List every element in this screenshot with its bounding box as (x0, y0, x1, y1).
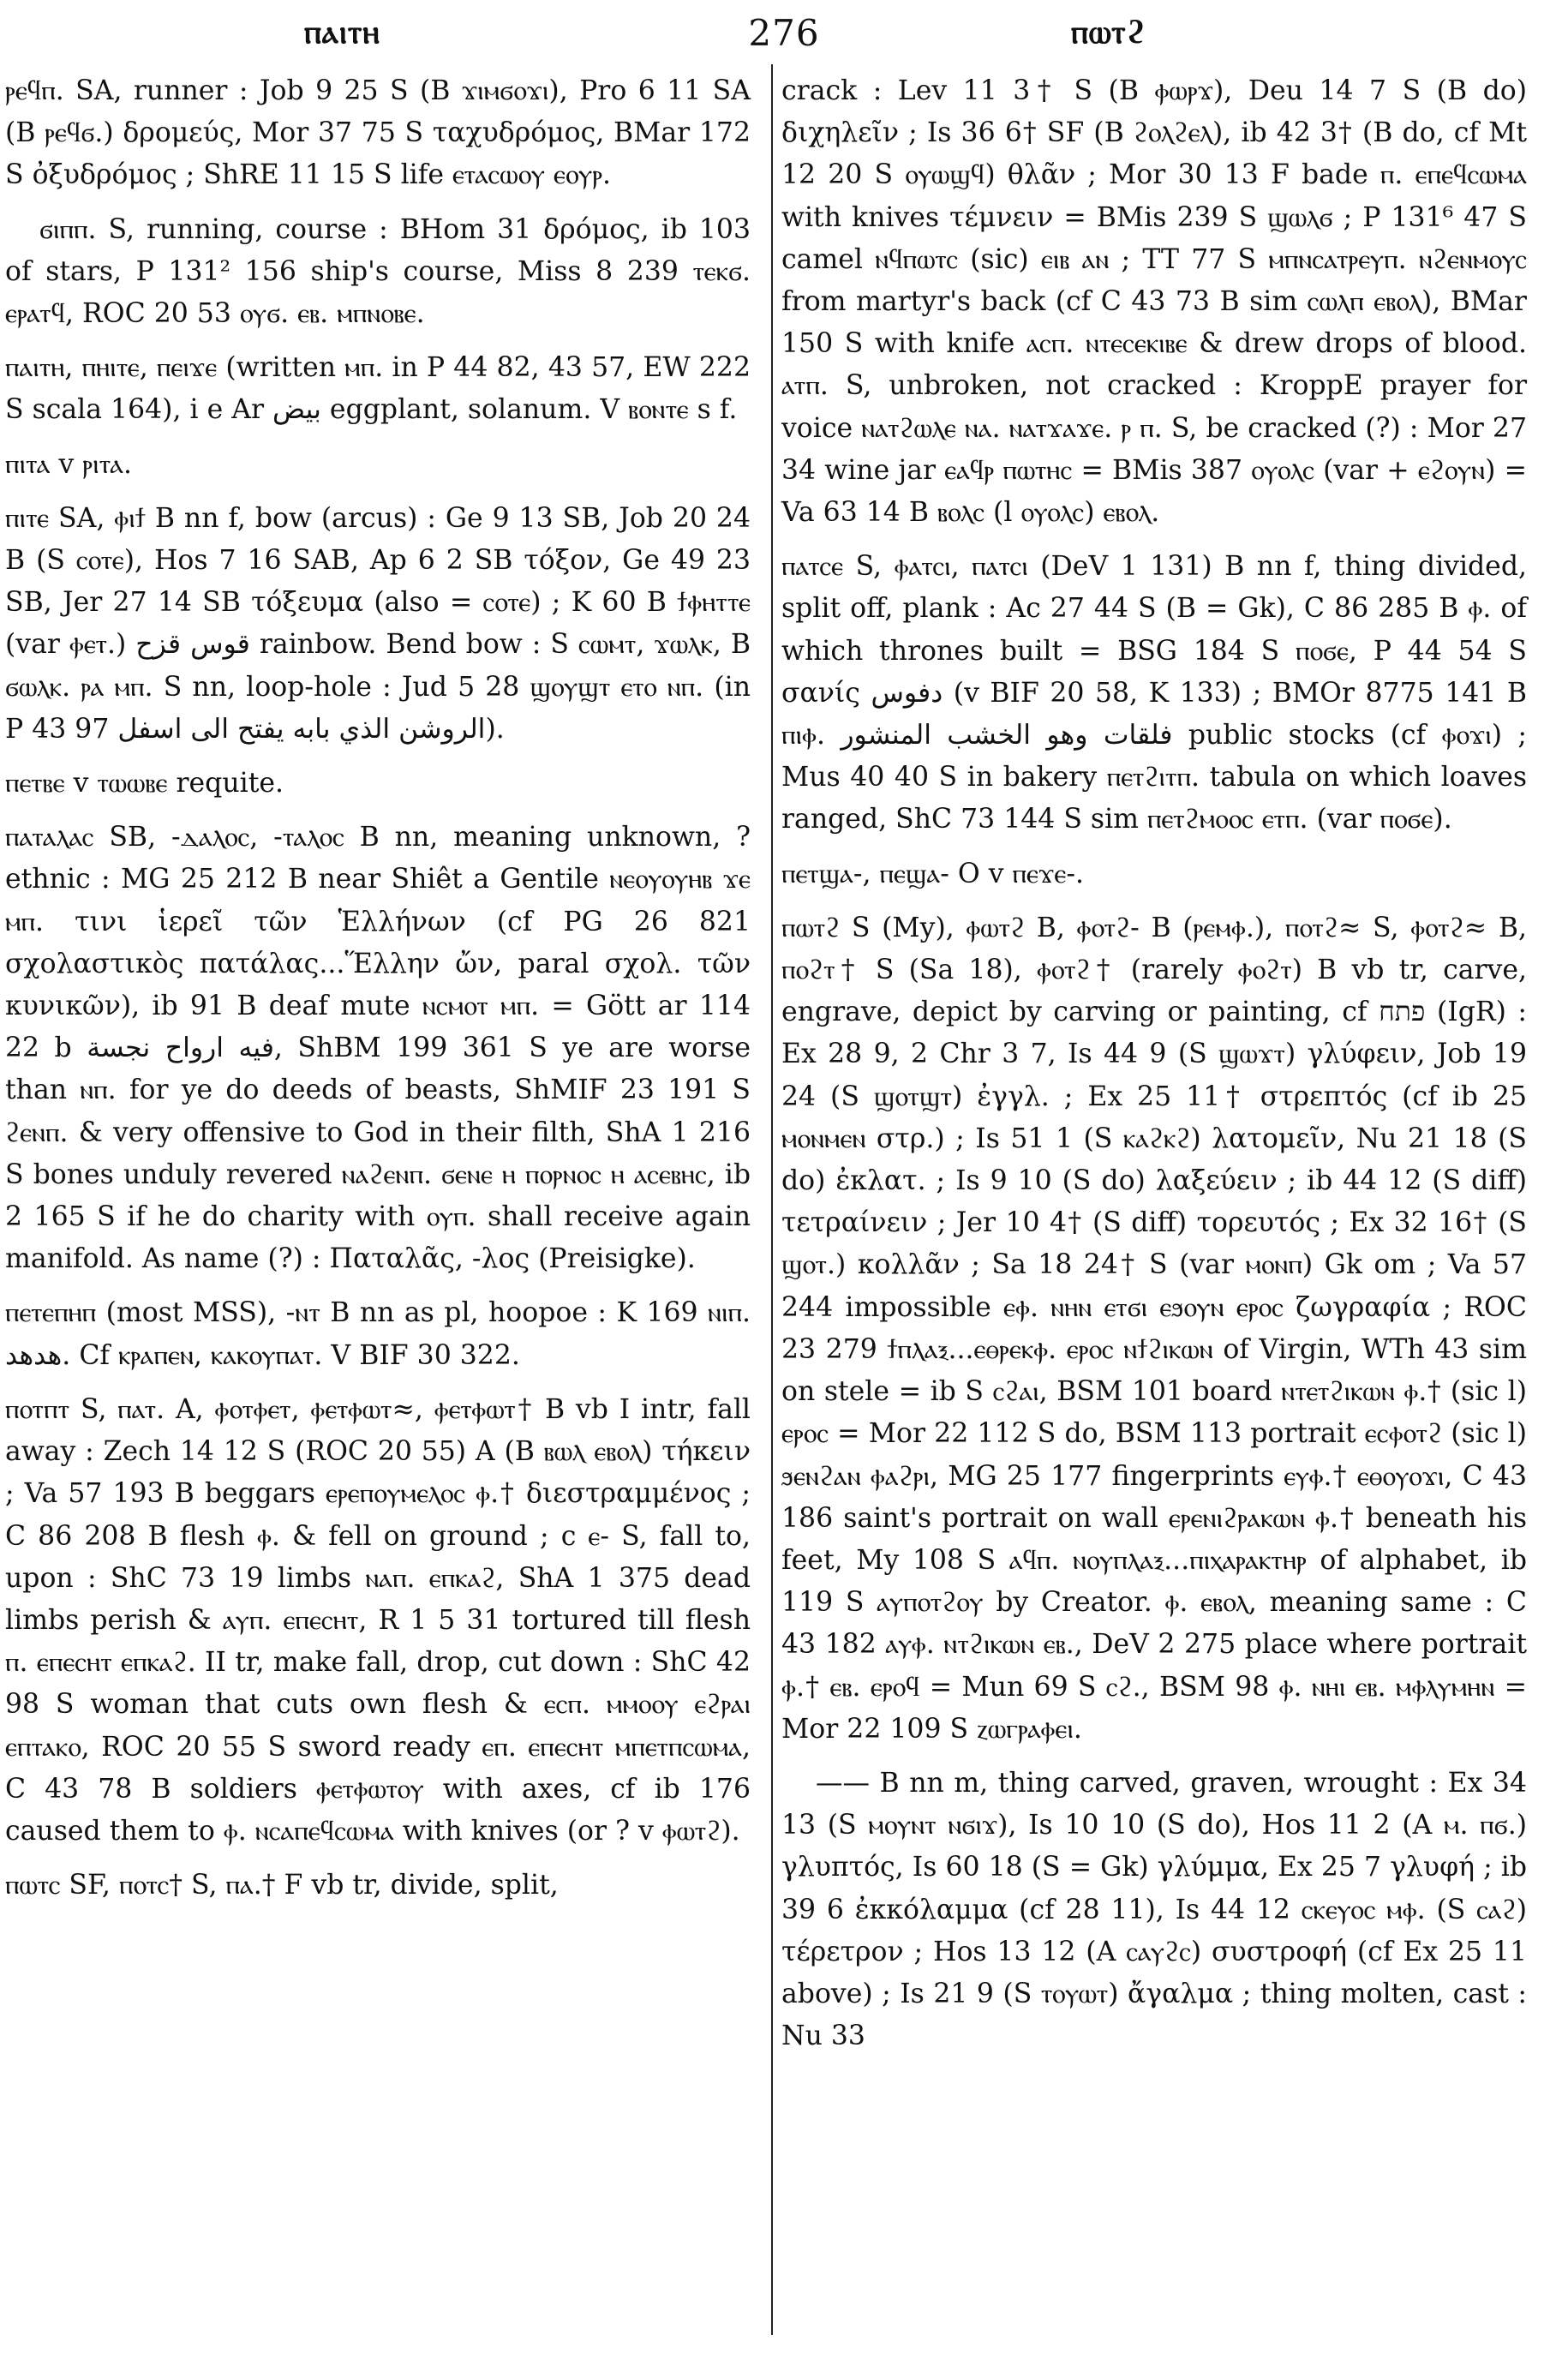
page-number: 276 (748, 12, 820, 54)
column-divider (771, 64, 773, 2335)
entry-paragraph: ⲡⲱⲧⲥ SF, ⲡⲟⲧⲥ† S, ⲡⲁ.† F vb tr, divide, split, (5, 1870, 559, 1901)
entry-paragraph: ⲡⲉⲧⲃⲉ v ⲧⲱⲱⲃⲉ requite. (5, 768, 284, 799)
entry-paragraph: ⲡⲁⲧⲁⲗⲁⲥ SB, -ⲇⲁⲗⲟⲥ, -ⲧⲁⲗⲟⲥ B nn, meaning unknown, ? ethnic : MG 25 212 B near Shiêt a Gentile ⲛⲉⲟⲩⲟⲩⲏⲃ ϫⲉ ⲙⲡ. τινι ἱερεῖ τῶν Ἑλλήνων (cf PG 26 821 σχολαστικὸς πατάλας...Ἕλλην ὤν, paral σχολ. τῶν κυνικῶν), ib 91 B deaf mute ⲛⲥⲙⲟⲧ ⲙⲡ. = Gött ar 114 22 b فيه ارواح نجسة, ShBM 199 361 S ye are worse than ⲛⲡ. for ye do deeds of beasts, ShMIF 23 191 S ϩⲉⲛⲡ. & very offensive to God in their filth, ShA 1 216 S bones unduly revered ⲛⲁϩⲉⲛⲡ. ϭⲉⲛⲉ ⲏ ⲡⲟⲣⲛⲟⲥ ⲏ ⲁⲥⲉⲃⲏⲥ, ib 2 165 S if he do charity with ⲟⲩⲡ. shall receive again manifold. As name (?) : Παταλᾶς, -λος (Preisigke). (5, 822, 751, 1275)
entry-paragraph: ⲡⲓⲧⲁ v ⲣⲓⲧⲁ. (5, 448, 133, 480)
left-column (5, 70, 751, 1919)
running-head-right: ⲡⲱⲧϩ (1071, 12, 1146, 51)
entry-paragraph: crack : Lev 11 3† S (B ⲫⲱⲣϫ), Deu 14 7 S (B do) διχηλεῖν ; Is 36 6† SF (B ϩⲟⲗϩⲉⲗ), ib 42 3† (B do, cf Mt 12 20 S ⲟⲩⲱϣϥ) θλᾶν ; Mor 30 13 F bade ⲡ. ⲉⲡⲉϥⲥⲱⲙⲁ with knives τέμνειν = BMis 239 S ϣⲱⲗϭ ; P 131⁶ 47 S camel ⲛϥⲡⲱⲧⲥ (sic) ⲉⲓⲃ ⲁⲛ ; TT 77 S ⲙⲡⲛⲥⲁⲧⲣⲉⲩⲡ. ⲛϩⲉⲛⲙⲟⲩⲥ from martyr's back (cf C 43 73 B sim ⲥⲱⲗⲡ ⲉⲃⲟⲗ), BMar 150 S with knife ⲁⲥⲡ. ⲛⲧⲉⲥⲉⲕⲓⲃⲉ & drew drops of blood. ⲁⲧⲡ. S, unbroken, not cracked : KroppE prayer for voice ⲛⲁⲧϩⲱⲗⲉ ⲛⲁ. ⲛⲁⲧϫⲁϫⲉ. ⲣ ⲡ. S, be cracked (?) : Mor 27 34 wine jar ⲉⲁϥⲣ ⲡⲱⲧⲏⲥ = BMis 387 ⲟⲩⲟⲗⲥ (var + ⲉϩⲟⲩⲛ) = Va 63 14 B ⲃⲟⲗⲥ (l ⲟⲩⲟⲗⲥ) ⲉⲃⲟⲗ. (781, 75, 1527, 529)
entry-paragraph: ⲡⲉⲧⲉⲡⲏⲡ (most MSS), -ⲛⲧ B nn as pl, hoopoe : K 169 ⲛⲓⲡ. هدهد. Cf ⲕⲣⲁⲡⲉⲛ, ⲕⲁⲕⲟⲩⲡⲁⲧ. V BIF 30 322. (5, 1297, 751, 1371)
entry-paragraph: ⲡⲓⲧⲉ SA, ⲫⲓϯ B nn f, bow (arcus) : Ge 9 13 SB, Job 20 24 B (S ⲥⲟⲧⲉ), Hos 7 16 SAB, Ap 6 2 SB τόξον, Ge 49 23 SB, Jer 27 14 SB τόξευμα (also = ⲥⲟⲧⲉ) ; K 60 B ϯⲫⲏⲧⲧⲉ (var ⲫⲉⲧ.) قوس قزح rainbow. Bend bow : S ⲥⲱⲙⲧ, ϫⲱⲗⲕ, B ϭⲱⲗⲕ. ⲣⲁ ⲙⲡ. S nn, loop-hole : Jud 5 28 ϣⲟⲩϣⲧ ⲉⲧⲟ ⲛⲡ. (in P 43 97 الروشن الذي بابه يفتح الى اسفل). (5, 502, 751, 745)
entry-paragraph: —— B nn m, thing carved, graven, wrought : Ex 34 13 (S ⲙⲟⲩⲛⲧ ⲛϭⲓϫ), Is 10 10 (S do), Hos 11 2 (A ⲙ. ⲡϭ.) γλυπτός, Is 60 18 (S = Gk) γλύμμα, Ex 25 7 γλυφή ; ib 39 6 ἐκκόλαμμα (cf 28 11), Is 44 12 ⲥⲕⲉⲩⲟⲥ ⲙⲫ. (S ⲥⲁϩ) τέρετρον ; Hos 13 12 (A ⲥⲁⲩϩⲥ) συστροφή (cf Ex 25 11 above) ; Is 21 9 (S ⲧⲟⲩⲱⲧ) ἄγαλμα ; thing molten, cast : Nu 33 (781, 1767, 1527, 2052)
entry-paragraph: ⲡⲁⲧⲥⲉ S, ⲫⲁⲧⲥⲓ, ⲡⲁⲧⲥⲓ (DeV 1 131) B nn f, thing divided, split off, plank : Ac 27 44 S (B = Gk), C 86 285 B ⲫ. of which thrones built = BSG 184 S ⲡⲟϭⲉ, P 44 54 S σανίς دفوس (v BIF 20 58, K 133) ; BMOr 8775 141 B ⲡⲓⲫ. فلقات وهو الخشب المنشور public stocks (cf ⲫⲟϫⲓ) ; Mus 40 40 S in bakery ⲡⲉⲧϩⲓⲧⲡ. tabula on which loaves ranged, ShC 73 144 S sim ⲡⲉⲧϩⲙⲟⲟⲥ ⲉⲧⲡ. (var ⲡⲟϭⲉ). (781, 551, 1527, 835)
running-head-left: ⲡⲁⲓⲧⲏ (304, 12, 380, 51)
entry-paragraph: ⲣⲉϥⲡ. SA, runner : Job 9 25 S (B ϫⲓⲙϭⲟϫⲓ), Pro 6 11 SA (B ⲣⲉϥϭ.) δρομεύς, Mor 37 75 S ταχυδρόμος, BMar 172 S ὀξυδρόμος ; ShRE 11 15 S life ⲉⲧⲁⲥⲱⲟⲩ ⲉⲟⲩⲣ. (5, 75, 751, 191)
page-header (0, 9, 1568, 60)
entry-paragraph: ⲡⲱⲧϩ S (My), ⲫⲱⲧϩ B, ⲫⲟⲧϩ- B (ⲣⲉⲙⲫ.), ⲡⲟⲧϩ≈ S, ⲫⲟⲧϩ≈ B, ⲡⲟϩⲧ† S (Sa 18), ⲫⲟⲧϩ† (rarely ⲫⲟϩⲧ) B vb tr, carve, engrave, depict by carving or painting, cf פתח (IgR) : Ex 28 9, 2 Chr 3 7, Is 44 9 (S ϣⲱϫⲧ) γλύφειν, Job 19 24 (S ϣⲟⲧϣⲧ) ἐγγλ. ; Ex 25 11† στρεπτός (cf ib 25 ⲙⲟⲛⲙⲉⲛ στρ.) ; Is 51 1 (S ⲕⲁϩⲕϩ) λατομεῖν, Nu 21 18 (S do) ἐκλατ. ; Is 9 10 (S do) λαξεύειν ; ib 44 12 (S diff) τετραίνειν ; Jer 10 4† (S diff) τορευτός ; Ex 32 16† (S ϣⲟⲧ.) κολλᾶν ; Sa 18 24† S (var ⲙⲟⲛⲡ) Gk om ; Va 57 244 impossible ⲉⲫ. ⲛⲏⲛ ⲉⲧϭⲓ ⲉϧⲟⲩⲛ ⲉⲣⲟⲥ ζωγραφία ; ROC 23 279 ϯⲡⲗⲁⲝ...ⲉⲑⲣⲉⲕⲫ. ⲉⲣⲟⲥ ⲛϯϩⲓⲕⲱⲛ of Virgin, WTh 43 sim on stele = ib S ⲥϩⲁⲓ, BSM 101 board ⲛⲧⲉⲧϩⲓⲕⲱⲛ ⲫ.† (sic l) ⲉⲣⲟⲥ = Mor 22 112 S do, BSM 113 portrait ⲉⲥⲫⲟⲧϩ (sic l) ϧⲉⲛϩⲁⲛ ⲫⲁϩⲣⲓ, MG 25 177 fingerprints ⲉⲩⲫ.† ⲉⲑⲟⲩⲟϫⲓ, C 43 186 saint's portrait on wall ⲉⲣⲉⲛⲓϩⲣⲁⲕⲱⲛ ⲫ.† beneath his feet, My 108 S ⲁϥⲡ. ⲛⲟⲩⲡⲗⲁⲝ...ⲡⲓⲭⲁⲣⲁⲕⲧⲏⲣ of alphabet, ib 119 S ⲁⲩⲡⲟⲧϩⲟⲩ by Creator. ⲫ. ⲉⲃⲟⲗ, meaning same : C 43 182 ⲁⲩⲫ. ⲛⲧϩⲓⲕⲱⲛ ⲉⲃ., DeV 2 275 place where portrait ⲫ.† ⲉⲃ. ⲉⲣⲟϥ = Mun 69 S ⲥϩ., BSM 98 ⲫ. ⲛⲏⲓ ⲉⲃ. ⲙⲫⲗⲩⲙⲏⲛ = Mor 22 109 S ⲍⲱⲅⲣⲁⲫⲉⲓ. (781, 912, 1528, 1745)
entry-paragraph: ϭⲓⲡⲡ. S, running, course : BHom 31 δρόμος, ib 103 of stars, P 131² 156 ship's course, Miss 8 239 ⲧⲉⲕϭ. ⲉⲣⲁⲧϥ, ROC 20 53 ⲟⲩϭ. ⲉⲃ. ⲙⲡⲛⲟⲃⲉ. (5, 213, 751, 330)
entry-paragraph: ⲡⲟⲧⲡⲧ S, ⲡⲁⲧ. A, ⲫⲟⲧⲫⲉⲧ, ⲫⲉⲧⲫⲱⲧ≈, ⲫⲉⲧⲫⲱⲧ† B vb I intr, fall away : Zech 14 12 S (ROC 20 55) A (B ⲃⲱⲗ ⲉⲃⲟⲗ) τήκειν ; Va 57 193 B beggars ⲉⲣⲉⲡⲟⲩⲙⲉⲗⲟⲥ ⲫ.† διεστραμμένος ; C 86 208 B flesh ⲫ. & fell on ground ; c ⲉ- S, fall to, upon : ShC 73 19 limbs ⲛⲁⲡ. ⲉⲡⲕⲁϩ, ShA 1 375 dead limbs perish & ⲁⲩⲡ. ⲉⲡⲉⲥⲏⲧ, R 1 5 31 tortured till flesh ⲡ. ⲉⲡⲉⲥⲏⲧ ⲉⲡⲕⲁϩ. II tr, make fall, drop, cut down : ShC 42 98 S woman that cuts own flesh & ⲉⲥⲡ. ⲙⲙⲟⲟⲩ ⲉϩⲣⲁⲓ ⲉⲡⲧⲁⲕⲟ, ROC 20 55 S sword ready ⲉⲡ. ⲉⲡⲉⲥⲏⲧ ⲙⲡⲉⲧⲡⲥⲱⲙⲁ, C 43 78 B soldiers ⲫⲉⲧⲫⲱⲧⲟⲩ with axes, cf ib 176 caused them to ⲫ. ⲛⲥⲁⲡⲉϥⲥⲱⲙⲁ with knives (or ? v ⲫⲱⲧϩ). (5, 1393, 751, 1847)
entry-paragraph: ⲡⲉⲧϣⲁ-, ⲡⲉϣⲁ- O v ⲡⲉϫⲉ-. (781, 858, 1084, 889)
right-column (781, 70, 1527, 2069)
entry-paragraph: ⲡⲁⲓⲧⲏ, ⲡⲏⲓⲧⲉ, ⲡⲉⲓϫⲉ (written ⲙⲡ. in P 44 82, 43 57, EW 222 S scala 164), i e Ar بيض eggplant, solanum. V ⲃⲟⲛⲧⲉ s f. (5, 352, 751, 426)
